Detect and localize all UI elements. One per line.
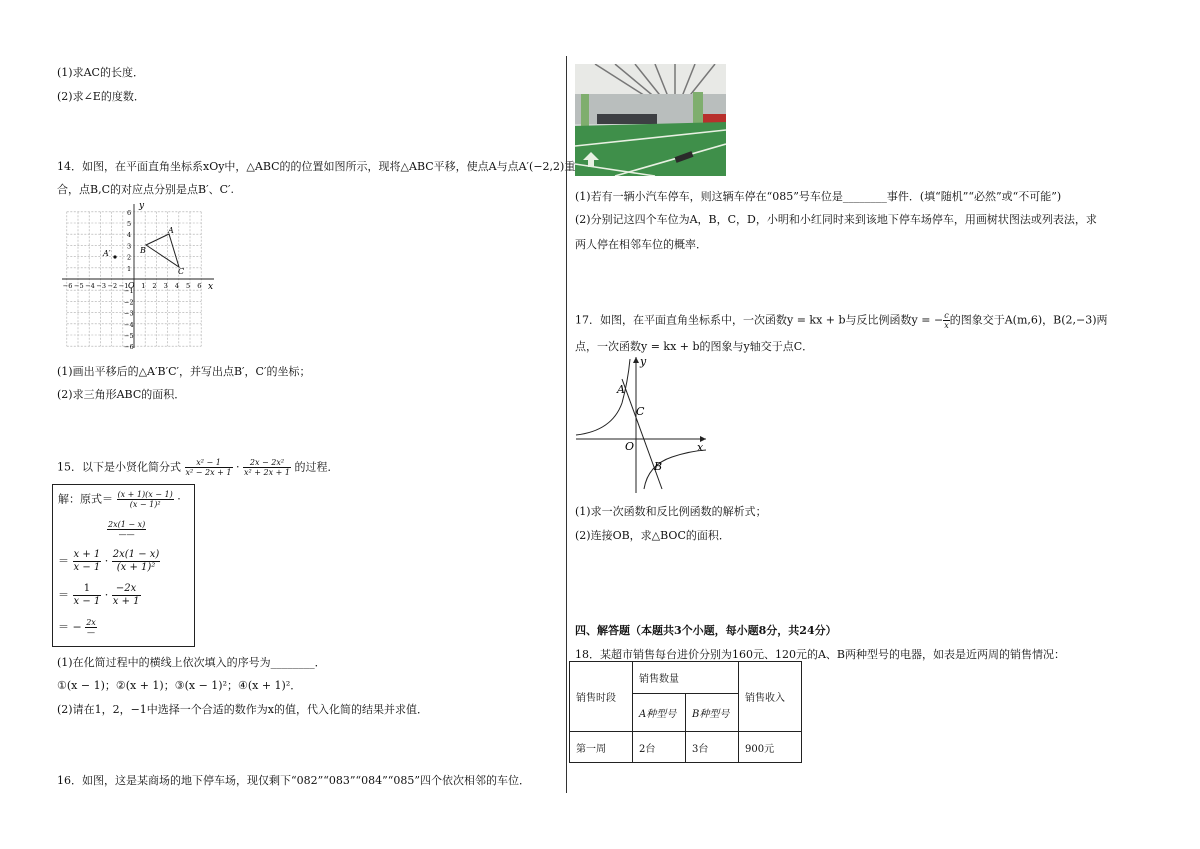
q13-item-1: (1)求AC的长度． xyxy=(57,66,144,79)
section-4-heading: 四、解答题（本题共3个小题，每小题8分，共24分） xyxy=(575,624,837,637)
y-tick-label: 6 xyxy=(127,208,132,217)
x-tick-label: 6 xyxy=(197,282,202,290)
point-a-prime-label: A′ xyxy=(103,249,111,258)
point-a-label: A xyxy=(168,226,174,235)
column-divider xyxy=(566,56,567,793)
header-type-a: A种型号 xyxy=(633,694,686,732)
q15-item-1: (1)在化简过程中的横线上依次填入的序号为________． xyxy=(57,656,326,669)
y-tick-label: −2 xyxy=(124,298,134,307)
x-tick-label: −5 xyxy=(74,282,84,290)
hyperbola-branch-left xyxy=(576,359,630,435)
x-tick-label: −4 xyxy=(85,282,95,290)
x-tick-label: 4 xyxy=(174,282,179,290)
q17-line1: 17．如图，在平面直角坐标系中，一次函数y = kx + b与反比例函数y = − $\frac{c}{x}$ 的图象交于A(m,6)，B(2,−3)两 xyxy=(575,311,1108,330)
x-tick-label: 3 xyxy=(163,282,168,290)
row1-type-a: 2台 xyxy=(633,732,686,763)
q13-item-2: (2)求∠E的度数． xyxy=(57,90,145,103)
x-tick-label: 2 xyxy=(152,282,157,290)
q17-item-1: (1)求一次函数和反比例函数的解析式； xyxy=(575,505,767,518)
y-tick-label: −1 xyxy=(124,287,134,296)
q15-options: ①(x − 1)；②(x + 1)；③(x − 1)²；④(x + 1)²． xyxy=(57,679,302,692)
x-label: x xyxy=(697,441,704,454)
q15-fraction-2: $\frac{\text{2x − 2x²}}{\text{x² + 2x + 1}}$ xyxy=(244,458,290,477)
q17-function-graph xyxy=(572,353,710,495)
q15-item-2: (2)请在1，2，−1中选择一个合适的数作为x的值，代入化简的结果并求值． xyxy=(57,703,428,716)
row1-period: 第一周 xyxy=(570,732,633,763)
y-tick-label: −6 xyxy=(124,343,134,352)
header-type-b: B种型号 xyxy=(686,694,739,732)
x-tick-label: −2 xyxy=(107,282,118,290)
y-tick-label: 2 xyxy=(127,253,132,262)
q14-item-2: (2)求三角形ABC的面积． xyxy=(57,388,186,401)
q16-item-2: (2)分别记这四个车位为A，B，C，D，小明和小红同时来到该地下停车场停车，用画树状图法或列表法，求 xyxy=(575,213,1097,226)
q14-item-1: (1)画出平移后的△A′B′C′，并写出点B′，C′的坐标； xyxy=(57,365,311,378)
x-tick-label: 1 xyxy=(141,282,146,290)
x-tick-label: −3 xyxy=(96,282,106,290)
x-tick-label: −1 xyxy=(118,282,129,290)
point-c-label: C xyxy=(636,405,645,418)
y-tick-label: 4 xyxy=(127,231,132,240)
y-tick-label: −4 xyxy=(124,320,134,329)
q17-line2: 点，一次函数y = kx + b的图象与y轴交于点C． xyxy=(575,340,814,353)
q16-intro: 16．如图，这是某商场的地下停车场，现仅剩下“082”“083”“084”“085”四个依次相邻的车位． xyxy=(57,774,530,787)
point-c-label: C xyxy=(178,267,185,276)
q15-step-2: $\frac{2x(1 - x)}{——}$ xyxy=(108,520,146,539)
x-axis-label: x xyxy=(208,282,214,292)
q15-step-3: ＝ $\frac{x + 1}{x - 1}$ · $\frac{2x(1 - x)}{\text{(x + 1)²}}$ xyxy=(58,549,160,573)
q17-item-2: (2)连接OB，求△BOC的面积． xyxy=(575,529,730,542)
q14-line1: 14．如图，在平面直角坐标系xOy中，△ABC的的位置如图所示，现将△ABC平移，使点A与点A′(−2,2)重 xyxy=(57,160,576,173)
y-tick-label: 1 xyxy=(127,264,132,273)
parking-garage-photo xyxy=(575,64,726,176)
q15-dot: · xyxy=(236,460,240,474)
q14-line2: 合，点B,C的对应点分别是点B′、C′. xyxy=(57,183,234,196)
q18-sales-table xyxy=(569,661,802,763)
q15-intro-tail: 的过程． xyxy=(294,460,339,474)
q15-intro xyxy=(57,458,339,477)
q16-item-2-cont: 两人停在相邻车位的概率． xyxy=(575,238,707,251)
q15-fraction-1: $\frac{\text{x² − 1}}{\text{x² − 2x + 1}}$ xyxy=(185,458,232,477)
y-axis-label: y xyxy=(139,201,145,211)
y-tick-label: 5 xyxy=(127,220,132,228)
origin-label: O xyxy=(625,440,635,453)
q15-intro-text: 15．以下是小贤化简分式 xyxy=(57,460,181,474)
q15-step-1: 解：原式＝ $\frac{(x + 1)(x - 1)}{\text{(x − 1)²}}$ · xyxy=(58,490,181,509)
y-label: y xyxy=(640,355,647,368)
x-tick-label: 5 xyxy=(186,282,191,290)
triangle-abc xyxy=(146,234,179,267)
point-b-label: B xyxy=(140,246,146,255)
x-tick-label: −6 xyxy=(62,282,73,290)
q15-step-4: ＝ $\frac{1}{x - 1}$ · $\frac{-2x}{x + 1}$ xyxy=(58,583,140,607)
point-a-label: A xyxy=(617,383,625,396)
header-period: 销售时段 xyxy=(570,662,633,732)
q15-step-5: ＝ − $\frac{2x}{—}$ xyxy=(58,618,96,637)
row1-income: 900元 xyxy=(739,732,802,763)
y-tick-label: 3 xyxy=(127,242,132,251)
q14-coordinate-grid xyxy=(58,200,218,352)
y-tick-label: −3 xyxy=(124,309,134,318)
q16-item-1: (1)若有一辆小汽车停车，则这辆车停在“085”号车位是________事件．(填“随机”“必然”或“不可能”) xyxy=(575,190,1062,203)
header-income: 销售收入 xyxy=(739,662,802,732)
row1-type-b: 3台 xyxy=(686,732,739,763)
y-tick-label: −5 xyxy=(124,332,134,340)
origin-label: O xyxy=(128,281,135,290)
q18-intro: 18．某超市销售每台进价分别为160元、120元的A、B两种型号的电器，如表是近两周的销售情况： xyxy=(575,648,1066,661)
header-quantity: 销售数量 xyxy=(633,662,739,694)
point-a-prime xyxy=(113,255,116,258)
point-b-label: B xyxy=(654,460,663,473)
